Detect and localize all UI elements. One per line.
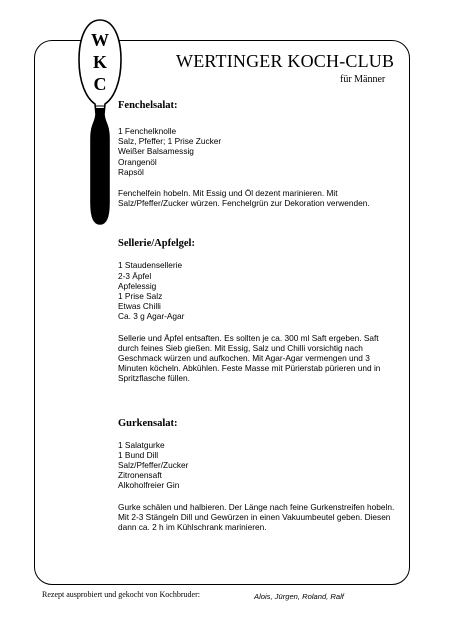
ingredient-item: 2-3 Äpfel (118, 270, 152, 281)
footer-cook-names: Alois, Jürgen, Roland, Ralf (254, 592, 344, 601)
recipe-title: Sellerie/Apfelgel: (118, 238, 195, 250)
recipe-instructions: Fenchelfein hobeln. Mit Essig und Öl dezent marinieren. Mit Salz/Pfeffer/Zucker würzen. Fenchelgrün zur Dekoration verwenden. (118, 188, 370, 209)
recipe-title: Gurkensalat: (118, 417, 178, 429)
club-subtitle: für Männer (340, 74, 386, 85)
ingredient-item: 1 Bund Dill (118, 449, 159, 460)
ingredient-list (118, 440, 396, 491)
ingredient-item: 1 Prise Salz (118, 291, 163, 302)
club-title: WERTINGER KOCH-CLUB (176, 51, 395, 71)
ingredient-item: Salz, Pfeffer; 1 Prise Zucker (118, 136, 222, 147)
ingredient-item: 1 Staudensellerie (118, 260, 183, 271)
logo-letter-k: K (92, 52, 108, 72)
logo-letter-c: C (93, 74, 107, 94)
ingredient-item: 1 Salatgurke (118, 439, 165, 450)
recipe-gurkensalat (118, 418, 396, 533)
recipe-content (118, 100, 396, 532)
logo-letter-w: W (91, 30, 109, 50)
ingredient-item: Apfelessig (118, 280, 157, 291)
ingredient-item: Rapsöl (118, 166, 144, 177)
ingredient-item: Etwas Chilli (118, 301, 161, 312)
ingredient-item: Orangenöl (118, 156, 157, 167)
wkc-spoon-logo (78, 18, 122, 226)
recipe-fenchelsalat (118, 100, 396, 208)
ingredient-item: 1 Fenchelknolle (118, 126, 177, 136)
footer-label: Rezept ausprobiert und gekocht von Kochbruder: (42, 590, 200, 599)
recipe-sellerie-apfelgel (118, 238, 396, 383)
recipe-instructions: Sellerie und Äpfel entsaften. Es sollten je ca. 300 ml Saft ergeben. Saft durch feines Sieb gießen. Mit Essig, Salz und Chilli vorsichtig nach Geschmack würzen und aufkochen. Mit Agar-Agar vermengen und 3 Minuten köcheln. Abkühlen. Feste Masse mit Pürierstab pürieren und in Spritzflasche füllen. (118, 332, 381, 384)
ingredient-item: Salz/Pfeffer/Zucker (118, 460, 189, 471)
ingredient-item: Ca. 3 g Agar-Agar (118, 311, 185, 322)
recipe-instructions: Gurke schälen und halbieren. Der Länge nach feine Gurkenstreifen hobeln. Mit 2-3 Stängeln Dill und Gewürzen in einen Vakuumbeutel geben. Diesen dann ca. 2 h im Kühlschrank marinieren. (118, 501, 395, 533)
recipe-title: Fenchelsalat: (118, 100, 178, 111)
ingredient-item: Zitronensaft (118, 470, 162, 481)
ingredient-list (118, 260, 396, 321)
ingredient-list (118, 126, 396, 177)
ingredient-item: Alkoholfreier Gin (118, 480, 180, 491)
ingredient-item: Weißer Balsamessig (118, 146, 194, 157)
